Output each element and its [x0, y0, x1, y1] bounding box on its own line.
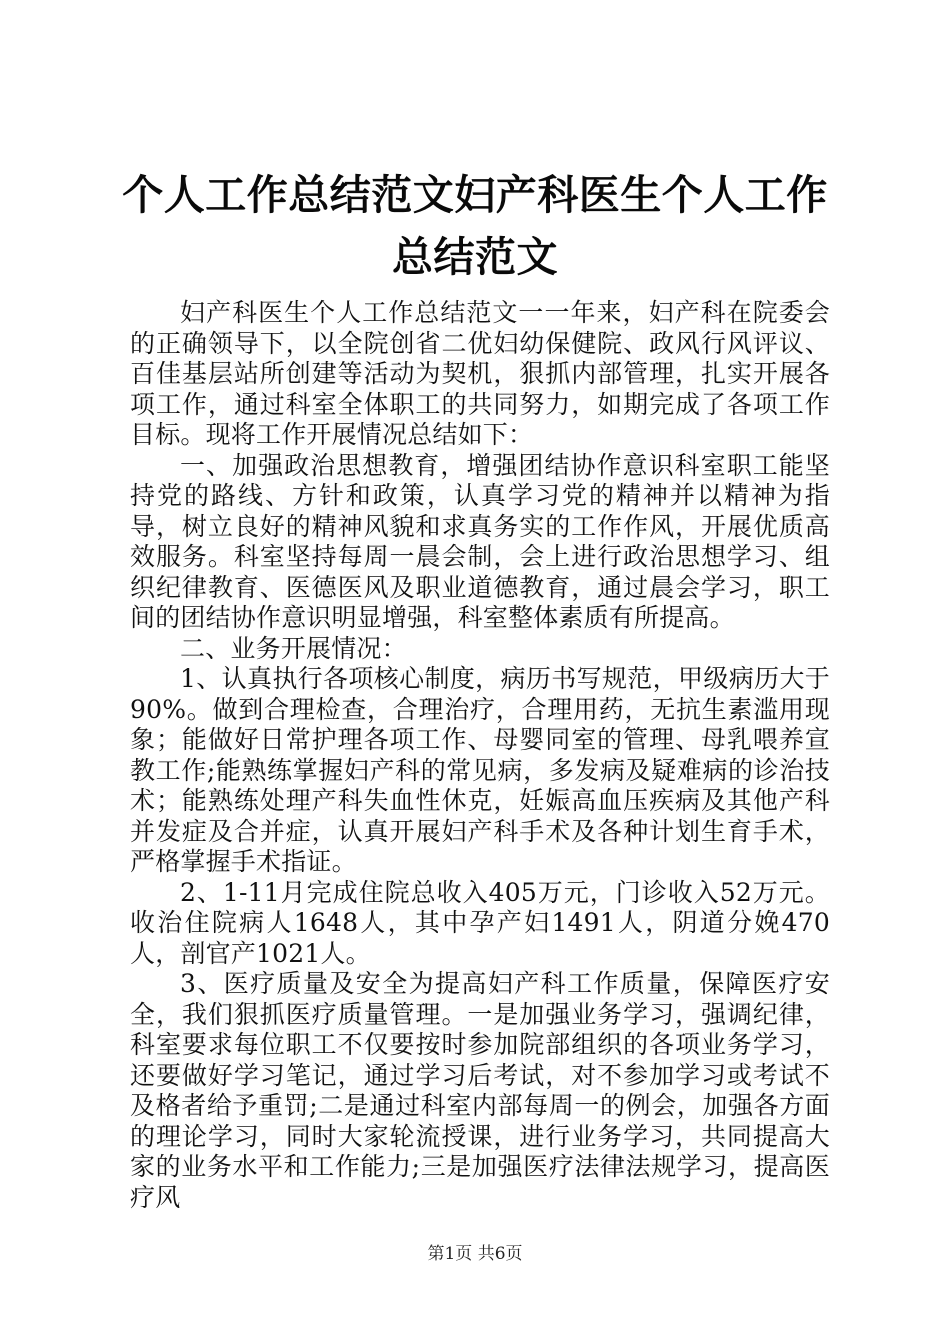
paragraph-item-2: 2、1-11月完成住院总收入405万元，门诊收入52万元。收治住院病人1648人，其中孕产妇1491人，阴道分娩470人，剖官产1021人。	[130, 877, 830, 968]
paragraph-section-2-heading: 二、业务开展情况：	[180, 633, 407, 663]
paragraph-intro: 妇产科医生个人工作总结范文一一年来，妇产科在院委会的正确领导下，以全院创省二优妇幼保健院、政风行风评议、百佳基层站所创建等活动为契机，狠抓内部管理，扎实开展各项工作，通过科室全体职工的共同努力，如期完成了各项工作目标。现将工作开展情况总结如下：	[130, 298, 830, 449]
paragraph-section-1: 一、加强政治思想教育，增强团结协作意识科室职工能坚持党的路线、方针和政策，认真学习党的精神并以精神为指导，树立良好的精神风貌和求真务实的工作作风，开展优质高效服务。科室坚持每周一晨会制，会上进行政治思想学习、组织纪律教育、医德医风及职业道德教育，通过晨会学习，职工间的团结协作意识明显增强，科室整体素质有所提高。	[130, 450, 830, 632]
paragraph-item-3: 3、医疗质量及安全为提高妇产科工作质量，保障医疗安全，我们狠抓医疗质量管理。一是加强业务学习，强调纪律，科室要求每位职工不仅要按时参加院部组织的各项业务学习，还要做好学习笔记，通过学习后考试，对不参加学习或考试不及格者给予重罚;二是通过科室内部每周一的例会，加强各方面的理论学习，同时大家轮流授课，进行业务学习，共同提高大家的业务水平和工作能力;三是加强医疗法律法规学习，提高医疗风	[130, 969, 830, 1212]
document-body	[130, 298, 830, 1213]
document-title: 个人工作总结范文妇产科医生个人工作总结范文	[122, 171, 828, 281]
paragraph-item-1: 1、认真执行各项核心制度，病历书写规范，甲级病历大于90%。做到合理检查，合理治疗，合理用药，无抗生素滥用现象；能做好日常护理各项工作、母婴同室的管理、母乳喂养宣教工作;能熟练掌握妇产科的常见病，多发病及疑难病的诊治技术；能熟练处理产科失血性休克，妊娠高血压疾病及其他产科并发症及合并症，认真开展妇产科手术及各种计划生育手术，严格掌握手术指证。	[130, 664, 830, 876]
page-number-footer: 第1页 共6页	[427, 1244, 523, 1264]
